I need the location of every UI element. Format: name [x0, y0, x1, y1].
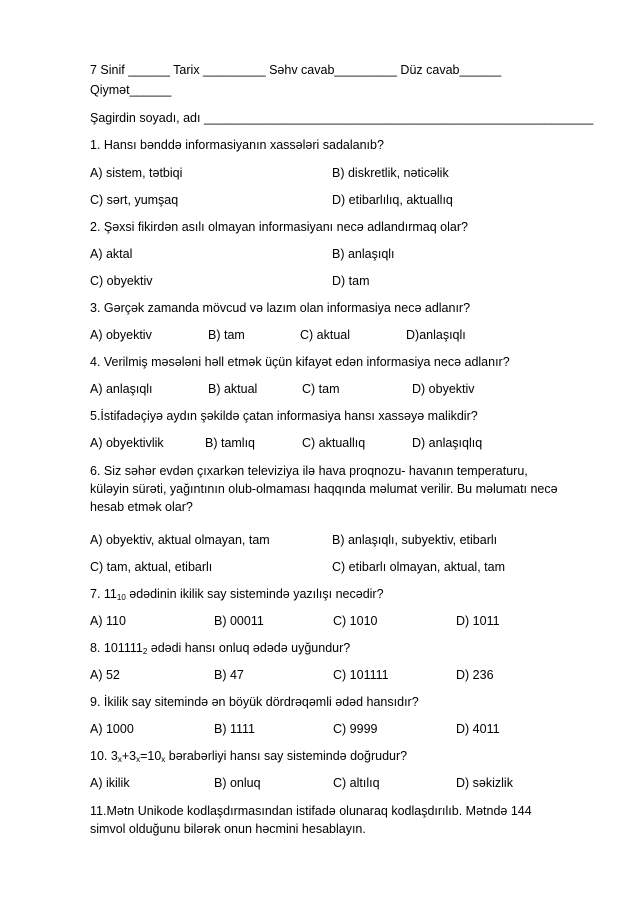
q6-option-c[interactable]: C) tam, aktual, etibarlı — [90, 560, 213, 574]
q2-option-a[interactable]: A) aktal — [90, 247, 133, 261]
q8-option-b[interactable]: B) 47 — [214, 668, 244, 682]
q10-option-d[interactable]: D) səkizlik — [456, 776, 513, 790]
q4-option-c[interactable]: C) tam — [302, 382, 340, 396]
question-10: 10. 3x+3x=10x bərabərliyi hansı say sistemində doğrudur? — [90, 749, 408, 764]
q10-option-b[interactable]: B) onluq — [214, 776, 261, 790]
q7-option-a[interactable]: A) 110 — [90, 614, 126, 628]
q9-option-c[interactable]: C) 9999 — [333, 722, 378, 736]
q4-option-b[interactable]: B) aktual — [208, 382, 258, 396]
q8-option-c[interactable]: C) 101111 — [333, 668, 389, 682]
q8-option-a[interactable]: A) 52 — [90, 668, 120, 682]
q4-option-d[interactable]: D) obyektiv — [412, 382, 475, 396]
question-6: 6. Siz səhər evdən çıxarkən televiziya ilə hava proqnozu- havanın temperaturu, küləyin sürəti, yağıntının olub-olmaması haqqında məlumat verilir. Bu məlumatı necə hesab etmək olar? — [90, 464, 558, 514]
q9-option-b[interactable]: B) 1111 — [214, 722, 255, 736]
question-9: 9. İkilik say sitemində ən böyük dördrəqəmli ədəd hansıdır? — [90, 695, 419, 709]
q3-option-b[interactable]: B) tam — [208, 328, 245, 342]
question-1: 1. Hansı bənddə informasiyanın xassələri sadalanıb? — [90, 138, 384, 152]
q1-option-c[interactable]: C) sərt, yumşaq — [90, 193, 179, 207]
q6-option-d[interactable]: C) etibarlı olmayan, aktual, tam — [332, 560, 505, 574]
q9-option-a[interactable]: A) 1000 — [90, 722, 134, 736]
q6-option-b[interactable]: B) anlaşıqlı, subyektiv, etibarlı — [332, 533, 498, 547]
question-5: 5.İstifadəçiyə aydın şəkildə çatan informasiya hansı xassəyə malikdir? — [90, 409, 478, 423]
q10-option-a[interactable]: A) ikilik — [90, 776, 130, 790]
base-subscript: 10 — [116, 593, 126, 602]
question-11: 11.Mətn Unikode kodlaşdırmasından istifadə olunaraq kodlaşdırılıb. Mətndə 144 simvol olduğunu bilərək onun həcmini hesablayın. — [90, 804, 532, 836]
q1-option-b[interactable]: B) diskretlik, nəticəlik — [332, 166, 449, 180]
q5-option-a[interactable]: A) obyektivlik — [90, 436, 164, 450]
question-8: 8. 1011112 ədədi hansı onluq ədədə uyğundur? — [90, 641, 351, 656]
q7-option-d[interactable]: D) 1011 — [456, 614, 500, 628]
q5-option-c[interactable]: C) aktuallıq — [302, 436, 366, 450]
q1-option-a[interactable]: A) sistem, tətbiqi — [90, 166, 183, 180]
q7-option-b[interactable]: B) 00011 — [214, 614, 264, 628]
q4-option-a[interactable]: A) anlaşıqlı — [90, 382, 153, 396]
q3-option-c[interactable]: C) aktual — [300, 328, 351, 342]
q9-option-d[interactable]: D) 4011 — [456, 722, 500, 736]
student-name-line: Şagirdin soyadı, adı ________________________________________________________ — [90, 111, 594, 125]
q2-option-d[interactable]: D) tam — [332, 274, 370, 288]
question-7: 7. 1110 ədədinin ikilik say sistemində yazılışı necədir? — [90, 587, 384, 602]
q1-option-d[interactable]: D) etibarlılıq, aktuallıq — [332, 193, 453, 207]
q3-option-d[interactable]: D)anlaşıqlı — [406, 328, 466, 342]
header-line: 7 Sinif ______ Tarix _________ Səhv cavab_________ Düz cavab______ — [90, 63, 502, 77]
grade-line: Qiymət______ — [90, 83, 172, 97]
q5-option-d[interactable]: D) anlaşıqlıq — [412, 436, 483, 450]
q10-option-c[interactable]: C) altılıq — [333, 776, 380, 790]
q2-option-c[interactable]: C) obyektiv — [90, 274, 153, 288]
q8-option-d[interactable]: D) 236 — [456, 668, 494, 682]
q5-option-b[interactable]: B) tamlıq — [205, 436, 256, 450]
base-subscript: 2 — [142, 647, 148, 656]
question-3: 3. Gərçək zamanda mövcud və lazım olan informasiya necə adlanır? — [90, 301, 471, 315]
question-2: 2. Şəxsi fikirdən asılı olmayan informasiyanı necə adlandırmaq olar? — [90, 220, 468, 234]
q3-option-a[interactable]: A) obyektiv — [90, 328, 152, 342]
question-4: 4. Verilmiş məsələni həll etmək üçün kifayət edən informasiya necə adlanır? — [90, 355, 510, 369]
q6-option-a[interactable]: A) obyektiv, aktual olmayan, tam — [90, 533, 270, 547]
q7-option-c[interactable]: C) 1010 — [333, 614, 378, 628]
q2-option-b[interactable]: B) anlaşıqlı — [332, 247, 395, 261]
